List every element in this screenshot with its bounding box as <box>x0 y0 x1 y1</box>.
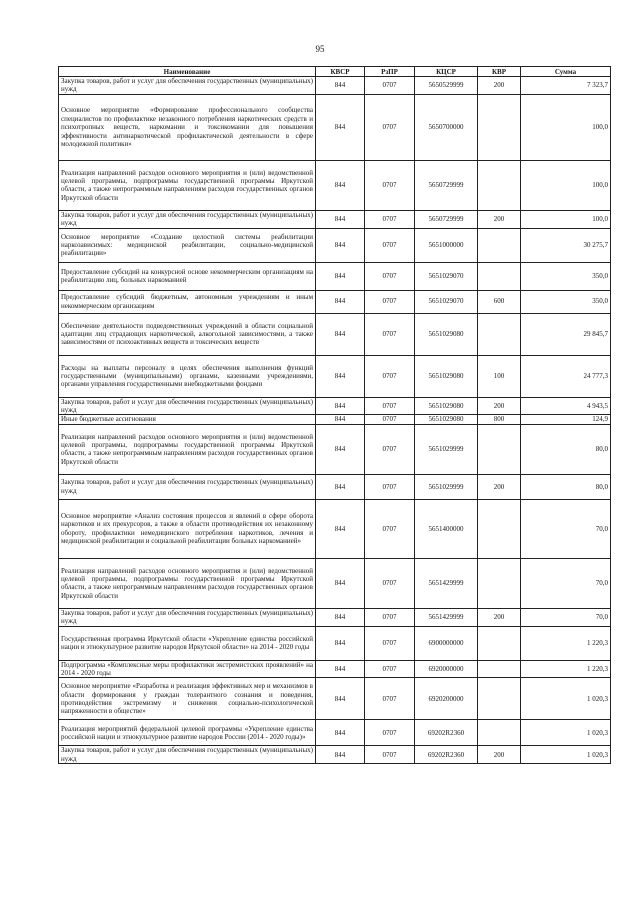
cell-kvr <box>478 424 521 474</box>
cell-rzpr: 0707 <box>365 678 415 720</box>
cell-sum: 24 777,3 <box>521 355 611 397</box>
cell-sum: 100,0 <box>521 94 611 160</box>
cell-name: Реализация мероприятий федеральной целевой программы «Укрепление единства российской нации и этнокультурное развитие народов России (2014 - 2020 годы)» <box>59 720 316 746</box>
cell-sum: 70,0 <box>521 499 611 558</box>
cell-sum: 70,0 <box>521 558 611 608</box>
cell-sum: 70,0 <box>521 608 611 626</box>
table-row <box>59 160 611 210</box>
cell-rzpr: 0707 <box>365 397 415 415</box>
cell-name: Основное мероприятие «Разработка и реализация эффективных мер и механизмов в области формирования у граждан толерантного сознания и поведения, противодействия экстремизму и снижения социально-психологической напряженности в обществе» <box>59 678 316 720</box>
cell-sum: 1 220,3 <box>521 660 611 678</box>
cell-kvr: 200 <box>478 77 521 95</box>
cell-kvr: 800 <box>478 415 521 424</box>
cell-sum: 100,0 <box>521 160 611 210</box>
cell-rzpr: 0707 <box>365 228 415 262</box>
table-row <box>59 262 611 290</box>
cell-name: Реализация направлений расходов основного мероприятия и (или) ведомственной целевой программы, подпрограммы государственной программы Иркутской области, а также непрограммным направлениям расходов государственных органов Иркутской области <box>59 160 316 210</box>
cell-kcsr: 5651029070 <box>415 290 478 313</box>
cell-kcsr: 5650529999 <box>415 77 478 95</box>
cell-kcsr: 6920200000 <box>415 678 478 720</box>
cell-sum: 80,0 <box>521 424 611 474</box>
cell-kvsr: 844 <box>316 678 365 720</box>
cell-kvsr: 844 <box>316 313 365 355</box>
cell-kcsr: 6900000000 <box>415 626 478 660</box>
cell-rzpr: 0707 <box>365 626 415 660</box>
cell-name: Основное мероприятие «Создание целостной системы реабилитации наркозависимых: медицинской реабилитации, социально-медицинской реабилитации» <box>59 228 316 262</box>
table-row <box>59 415 611 424</box>
cell-kcsr: 5651429999 <box>415 558 478 608</box>
table-body <box>59 77 611 764</box>
table-row <box>59 746 611 764</box>
cell-rzpr: 0707 <box>365 94 415 160</box>
cell-rzpr: 0707 <box>365 313 415 355</box>
table-row <box>59 397 611 415</box>
cell-kcsr: 5651400000 <box>415 499 478 558</box>
table-row <box>59 678 611 720</box>
cell-kvr <box>478 160 521 210</box>
cell-kvsr: 844 <box>316 424 365 474</box>
cell-kvsr: 844 <box>316 746 365 764</box>
cell-kcsr: 6920000000 <box>415 660 478 678</box>
cell-name: Расходы на выплаты персоналу в целях обеспечения выполнения функций государственными (муниципальными) органами, казенными учреждениями, органами управления государственными внебюджетными фондами <box>59 355 316 397</box>
cell-kcsr: 5651429999 <box>415 608 478 626</box>
cell-kcsr: 5651029080 <box>415 313 478 355</box>
cell-kcsr: 5651029080 <box>415 415 478 424</box>
budget-table <box>58 66 611 764</box>
table-row <box>59 608 611 626</box>
cell-name: Реализация направлений расходов основного мероприятия и (или) ведомственной целевой программы, подпрограммы государственной программы Иркутской области, а также непрограммным направлениям расходов государственных органов Иркутской области <box>59 558 316 608</box>
cell-sum: 1 020,3 <box>521 720 611 746</box>
cell-name: Иные бюджетные ассигнования <box>59 415 316 424</box>
cell-kvsr: 844 <box>316 660 365 678</box>
cell-kvsr: 844 <box>316 720 365 746</box>
cell-kvr <box>478 228 521 262</box>
cell-rzpr: 0707 <box>365 660 415 678</box>
cell-kvsr: 844 <box>316 626 365 660</box>
cell-kvsr: 844 <box>316 262 365 290</box>
table-row <box>59 355 611 397</box>
cell-rzpr: 0707 <box>365 77 415 95</box>
cell-kvsr: 844 <box>316 608 365 626</box>
cell-name: Закупка товаров, работ и услуг для обеспечения государственных (муниципальных) нужд <box>59 77 316 95</box>
cell-rzpr: 0707 <box>365 746 415 764</box>
cell-kvsr: 844 <box>316 499 365 558</box>
cell-kcsr: 5650729999 <box>415 160 478 210</box>
cell-name: Реализация направлений расходов основного мероприятия и (или) ведомственной целевой программы, подпрограммы государственной программы Иркутской области, а также непрограммным направлениям расходов государственных органов Иркутской области <box>59 424 316 474</box>
cell-sum: 80,0 <box>521 474 611 499</box>
cell-kvr: 200 <box>478 746 521 764</box>
cell-sum: 100,0 <box>521 210 611 228</box>
page-number: 95 <box>315 44 325 54</box>
cell-kcsr: 5651029070 <box>415 262 478 290</box>
cell-name: Основное мероприятие «Формирование профессионального сообщества специалистов по профилактике незаконного потребления наркотических средств и психотропных веществ, наркомании и токсикомании для повышения эффективности антинаркотической профилактической деятельности в сфере молодежной политики» <box>59 94 316 160</box>
table-row <box>59 474 611 499</box>
cell-kvr <box>478 660 521 678</box>
cell-kvsr: 844 <box>316 415 365 424</box>
header-kvr: КВР <box>478 67 521 77</box>
cell-kvr: 200 <box>478 608 521 626</box>
cell-sum: 1 220,3 <box>521 626 611 660</box>
cell-kvsr: 844 <box>316 474 365 499</box>
cell-name: Закупка товаров, работ и услуг для обеспечения государственных (муниципальных) нужд <box>59 608 316 626</box>
cell-rzpr: 0707 <box>365 499 415 558</box>
cell-kvr <box>478 678 521 720</box>
cell-kcsr: 5650700000 <box>415 94 478 160</box>
cell-rzpr: 0707 <box>365 415 415 424</box>
cell-name: Закупка товаров, работ и услуг для обеспечения государственных (муниципальных) нужд <box>59 210 316 228</box>
cell-kvr <box>478 313 521 355</box>
cell-sum: 124,9 <box>521 415 611 424</box>
cell-kvr: 600 <box>478 290 521 313</box>
table-row <box>59 499 611 558</box>
cell-kvsr: 844 <box>316 160 365 210</box>
cell-kcsr: 5650729999 <box>415 210 478 228</box>
cell-kcsr: 69202R2360 <box>415 746 478 764</box>
table-header-row <box>59 67 611 77</box>
cell-sum: 4 943,5 <box>521 397 611 415</box>
table-row <box>59 210 611 228</box>
table-row <box>59 228 611 262</box>
cell-rzpr: 0707 <box>365 558 415 608</box>
cell-kvr: 100 <box>478 355 521 397</box>
cell-kvr: 200 <box>478 397 521 415</box>
cell-kcsr: 5651029080 <box>415 355 478 397</box>
cell-rzpr: 0707 <box>365 355 415 397</box>
cell-sum: 7 323,7 <box>521 77 611 95</box>
cell-rzpr: 0707 <box>365 608 415 626</box>
cell-kcsr: 69202R2360 <box>415 720 478 746</box>
cell-kvsr: 844 <box>316 210 365 228</box>
table-row <box>59 94 611 160</box>
table-row <box>59 558 611 608</box>
cell-kcsr: 5651000000 <box>415 228 478 262</box>
cell-kvsr: 844 <box>316 355 365 397</box>
cell-kvsr: 844 <box>316 290 365 313</box>
cell-sum: 350,0 <box>521 262 611 290</box>
cell-kvr: 200 <box>478 474 521 499</box>
cell-rzpr: 0707 <box>365 262 415 290</box>
table-row <box>59 313 611 355</box>
table-row <box>59 720 611 746</box>
cell-name: Основное мероприятие «Анализ состояния процессов и явлений в сфере оборота наркотиков и их прекурсоров, а также в области противодействия их незаконному обороту, профилактики немедицинского потребления наркотиков, лечения и медицинской реабилитации и социальной реабилитации больных наркоманией» <box>59 499 316 558</box>
cell-kvr <box>478 262 521 290</box>
cell-kvr: 200 <box>478 210 521 228</box>
cell-sum: 1 020,3 <box>521 678 611 720</box>
cell-sum: 29 845,7 <box>521 313 611 355</box>
header-sum: Сумма <box>521 67 611 77</box>
cell-rzpr: 0707 <box>365 474 415 499</box>
cell-kvsr: 844 <box>316 558 365 608</box>
cell-rzpr: 0707 <box>365 160 415 210</box>
cell-kvr <box>478 499 521 558</box>
cell-kcsr: 5651029999 <box>415 424 478 474</box>
cell-name: Закупка товаров, работ и услуг для обеспечения государственных (муниципальных) нужд <box>59 474 316 499</box>
cell-sum: 1 020,3 <box>521 746 611 764</box>
cell-kcsr: 5651029999 <box>415 474 478 499</box>
cell-kvsr: 844 <box>316 77 365 95</box>
cell-kvr <box>478 626 521 660</box>
cell-name: Государственная программа Иркутской области «Укрепление единства российской нации и этнокультурное развитие народов Иркутской области» на 2014 - 2020 годы <box>59 626 316 660</box>
cell-name: Предоставление субсидий бюджетным, автономным учреждениям и иным некоммерческим организациям <box>59 290 316 313</box>
table-row <box>59 424 611 474</box>
table-row <box>59 626 611 660</box>
cell-name: Закупка товаров, работ и услуг для обеспечения государственных (муниципальных) нужд <box>59 746 316 764</box>
cell-sum: 350,0 <box>521 290 611 313</box>
cell-name: Предоставление субсидий на конкурсной основе некоммерческим организациям на реабилитацию лиц, больных наркоманией <box>59 262 316 290</box>
header-kcsr: КЦСР <box>415 67 478 77</box>
cell-kvr <box>478 720 521 746</box>
cell-rzpr: 0707 <box>365 424 415 474</box>
cell-kvr <box>478 558 521 608</box>
cell-kvsr: 844 <box>316 94 365 160</box>
cell-rzpr: 0707 <box>365 290 415 313</box>
header-name: Наименование <box>59 67 316 77</box>
cell-rzpr: 0707 <box>365 210 415 228</box>
cell-name: Подпрограмма «Комплексные меры профилактики экстремистских проявлений» на 2014 - 2020 годы <box>59 660 316 678</box>
cell-kvsr: 844 <box>316 228 365 262</box>
table-row <box>59 77 611 95</box>
cell-name: Обеспечение деятельности подведомственных учреждений в области социальной адаптации лиц страдающих наркотической, алкогольной зависимостями, а также зависимостями от психоактивных веществ и токсических веществ <box>59 313 316 355</box>
cell-name: Закупка товаров, работ и услуг для обеспечения государственных (муниципальных) нужд <box>59 397 316 415</box>
header-rzpr: РзПР <box>365 67 415 77</box>
cell-sum: 30 275,7 <box>521 228 611 262</box>
header-kvsr: КВСР <box>316 67 365 77</box>
table-row <box>59 290 611 313</box>
cell-rzpr: 0707 <box>365 720 415 746</box>
cell-kcsr: 5651029080 <box>415 397 478 415</box>
cell-kvr <box>478 94 521 160</box>
cell-kvsr: 844 <box>316 397 365 415</box>
table-row <box>59 660 611 678</box>
